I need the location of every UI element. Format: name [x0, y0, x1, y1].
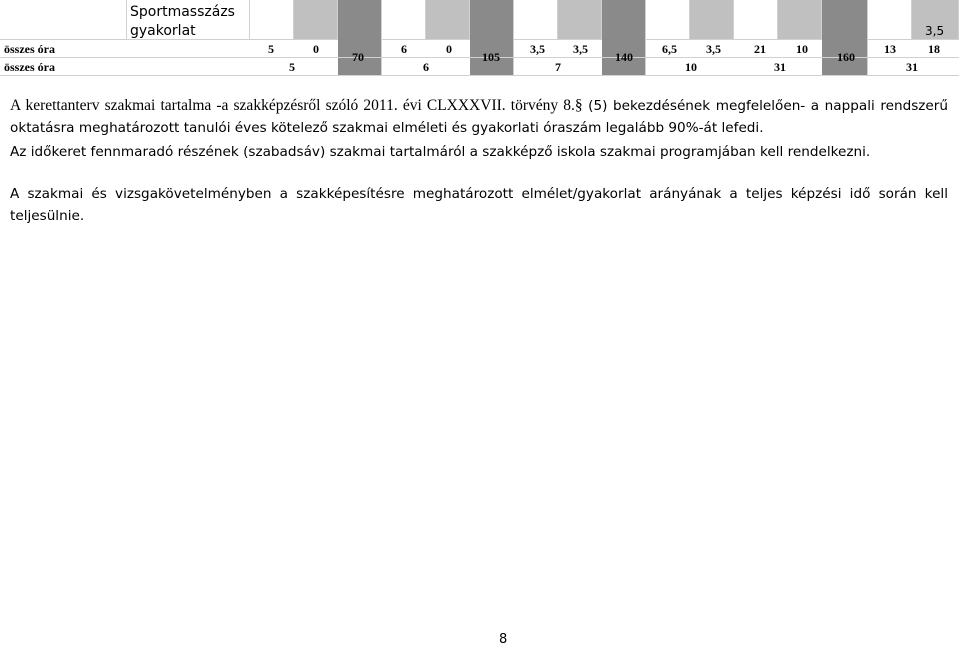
- paragraph-1: [10, 95, 948, 139]
- table-cell: 31: [906, 60, 918, 74]
- hours-table: [0, 0, 959, 76]
- table-cell: 0: [313, 42, 319, 56]
- col-header: [382, 0, 426, 40]
- col-header: [646, 0, 690, 40]
- col-header: [294, 0, 338, 40]
- table-cell: 160: [837, 50, 855, 64]
- section-sign: §: [574, 97, 583, 114]
- col-header: [426, 0, 470, 40]
- table-cell: 10: [796, 42, 808, 56]
- col-header: [778, 0, 822, 40]
- col-header: [558, 0, 602, 40]
- table-cell: 3,5: [573, 42, 588, 56]
- table-cell: 13: [884, 42, 896, 56]
- col-header: [734, 0, 778, 40]
- table-cell: 70: [352, 50, 364, 64]
- row-label: összes óra: [4, 42, 55, 56]
- table-cell: 10: [685, 60, 697, 74]
- table-cell: 5: [268, 42, 274, 56]
- table-cell: 6: [423, 60, 429, 74]
- table-cell: 0: [446, 42, 452, 56]
- table-cell: 31: [774, 60, 786, 74]
- col-header: [250, 0, 294, 40]
- table-row: [0, 58, 959, 76]
- col-header: [690, 0, 734, 40]
- subject-title: Sportmasszázs gyakorlat: [130, 4, 235, 39]
- table-blank-header: [0, 0, 127, 40]
- table-cell: 5: [289, 60, 295, 74]
- table-cell: 3,5: [530, 42, 545, 56]
- table-cell: 18: [928, 42, 940, 56]
- row-label: összes óra: [4, 60, 55, 74]
- table-cell: 6,5: [662, 42, 677, 56]
- unit-label: 3,5: [925, 24, 945, 38]
- paragraph-1-rest: (5) bekezdésének megfelelően- a nappali rendszerű oktatásra meghatározott tanulói éves kötelező szakmai elméleti és gyakorlati óraszám legalább 90%-át lefedi.: [10, 98, 948, 136]
- paragraph-2: A szakmai és vizsgakövetelményben a szakképesítésre meghatározott elmélet/gyakorlat arányának a teljes képzési idő során kell teljesülnie.: [10, 186, 948, 224]
- page-number: 8: [499, 632, 508, 647]
- col-header: [868, 0, 912, 40]
- table-cell: 105: [482, 50, 500, 64]
- table-cell: 6: [401, 42, 407, 56]
- table-cell: 140: [615, 50, 633, 64]
- table-cell: 21: [754, 42, 766, 56]
- table-row: [0, 40, 959, 58]
- table-cell: 3,5: [706, 42, 721, 56]
- paragraph-1-second: Az időkeret fennmaradó részének (szabadsáv) szakmai tartalmáról a szakképző iskola szakmai programjában kell rendelkezni.: [10, 144, 871, 160]
- table-cell: 7: [555, 60, 561, 74]
- paragraph-1-lead: A kerettanterv szakmai tartalma -a szakképzésről szóló 2011. évi CLXXXVII. törvény 8.: [10, 97, 575, 114]
- col-header: [514, 0, 558, 40]
